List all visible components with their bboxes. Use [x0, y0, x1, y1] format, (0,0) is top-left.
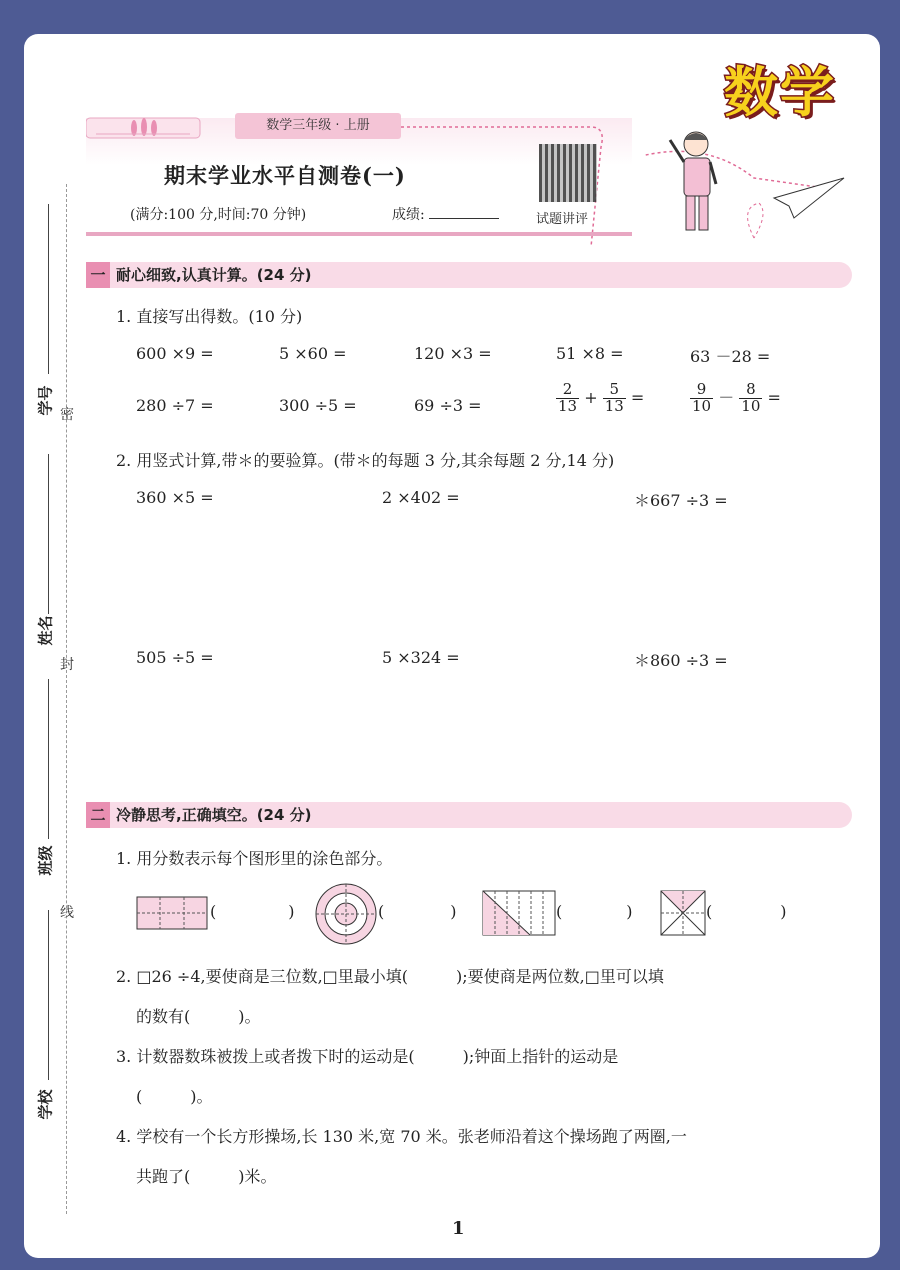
calc-item: 360 ×5 = — [136, 488, 214, 507]
sidebar-line — [48, 454, 49, 614]
section-1-title: 耐心细致,认真计算。(24 分) — [116, 266, 312, 284]
fraction — [739, 382, 762, 415]
answer-paren[interactable]: ( ) — [556, 902, 633, 921]
shaded-triangle-rect-figure — [482, 890, 556, 936]
subject-badge: 数学 — [724, 61, 836, 124]
denominator: 10 — [741, 396, 761, 415]
denominator: 13 — [604, 396, 624, 415]
question-2-3-line1: 3. 计数器数珠被拨上或者拨下时的运动是( );钟面上指针的运动是 — [116, 1047, 619, 1066]
question-2-2-line1: 2. □26 ÷4,要使商是三位数,□里最小填( );要使商是两位数,□里可以填 — [116, 967, 664, 986]
sidebar-school: 学校 — [36, 1089, 55, 1120]
sidebar-line — [48, 204, 49, 374]
calc-item: 5 ×324 = — [382, 648, 460, 667]
fraction — [603, 382, 626, 415]
qr-label: 试题讲评 — [536, 212, 589, 227]
calc-item: ＊860 ÷3 = — [634, 651, 728, 670]
question-2-4-line2: 共跑了( )米。 — [136, 1167, 277, 1186]
page-title: 期末学业水平自测卷(一) — [164, 163, 406, 188]
section-2-header — [86, 802, 852, 828]
shaded-square-figure — [660, 890, 706, 936]
shaded-rectangle-figure — [136, 896, 208, 930]
question-2-4-line1: 4. 学校有一个长方形操场,长 130 米,宽 70 米。张老师沿着这个操场跑了两圈,一 — [116, 1127, 687, 1146]
section-2-title: 冷静思考,正确填空。(24 分) — [116, 806, 312, 824]
section-1-header — [86, 262, 852, 288]
calc-item: ＊667 ÷3 = — [634, 491, 728, 510]
fraction-calc-item — [690, 382, 781, 415]
exam-page — [24, 34, 880, 1258]
fraction — [690, 382, 713, 415]
sidebar-line — [48, 679, 49, 839]
score-field — [392, 204, 499, 224]
sidebar-student-id: 学号 — [36, 385, 55, 416]
answer-paren[interactable]: ( ) — [210, 902, 295, 921]
equals: = — [767, 387, 781, 407]
calc-item: 5 ×60 = — [279, 344, 347, 363]
numerator: 9 — [690, 382, 713, 399]
score-label: 成绩: — [392, 207, 425, 223]
answer-paren[interactable]: ( ) — [706, 902, 787, 921]
score-blank[interactable] — [429, 206, 499, 219]
seal-char: 封 — [60, 657, 74, 673]
calc-item: 300 ÷5 = — [279, 396, 357, 415]
sidebar-class: 班级 — [36, 845, 55, 876]
student-illustration-icon — [644, 118, 854, 243]
calc-item: 69 ÷3 = — [414, 396, 482, 415]
numerator: 5 — [603, 382, 626, 399]
question-1-2-label: 2. 用竖式计算,带＊的要验算。(带＊的每题 3 分,其余每题 2 分,14 分) — [116, 451, 615, 470]
section-2-number: 二 — [86, 802, 110, 828]
equals: = — [630, 387, 645, 407]
question-2-2-line2: 的数有( )。 — [136, 1007, 261, 1026]
calc-item: 51 ×8 = — [556, 344, 624, 363]
grade-tab: 数学三年级 · 上册 — [235, 113, 401, 139]
answer-paren[interactable]: ( ) — [378, 902, 457, 921]
numerator: 2 — [556, 382, 579, 399]
seal-char: 密 — [60, 407, 74, 423]
exam-meta: (满分:100 分,时间:70 分钟) — [130, 207, 307, 223]
denominator: 13 — [558, 396, 578, 415]
question-1-1-label: 1. 直接写出得数。(10 分) — [116, 307, 303, 326]
denominator: 10 — [692, 396, 712, 415]
decor-trees-icon — [86, 116, 206, 140]
seal-char: 线 — [60, 905, 74, 921]
calc-item: 120 ×3 = — [414, 344, 492, 363]
calc-item: 2 ×402 = — [382, 488, 460, 507]
fraction-calc-item — [556, 382, 644, 415]
header-divider — [86, 232, 632, 236]
sidebar-name: 姓名 — [36, 615, 55, 646]
fraction — [556, 382, 579, 415]
page-number: 1 — [452, 1218, 465, 1239]
numerator: 8 — [739, 382, 762, 399]
shaded-ring-figure — [314, 882, 378, 946]
seal-line — [66, 184, 67, 1214]
calc-item: 600 ×9 = — [136, 344, 214, 363]
calc-item: 280 ÷7 = — [136, 396, 214, 415]
section-1-number: 一 — [86, 262, 110, 288]
calc-item: 63 －28 = — [690, 347, 771, 366]
operator: + — [584, 387, 598, 407]
sidebar-line — [48, 910, 49, 1080]
calc-item: 505 ÷5 = — [136, 648, 214, 667]
question-2-1-label: 1. 用分数表示每个图形里的涂色部分。 — [116, 849, 393, 868]
qr-code-icon[interactable] — [539, 144, 597, 202]
operator: － — [718, 387, 735, 407]
question-2-3-line2: ( )。 — [136, 1087, 213, 1106]
